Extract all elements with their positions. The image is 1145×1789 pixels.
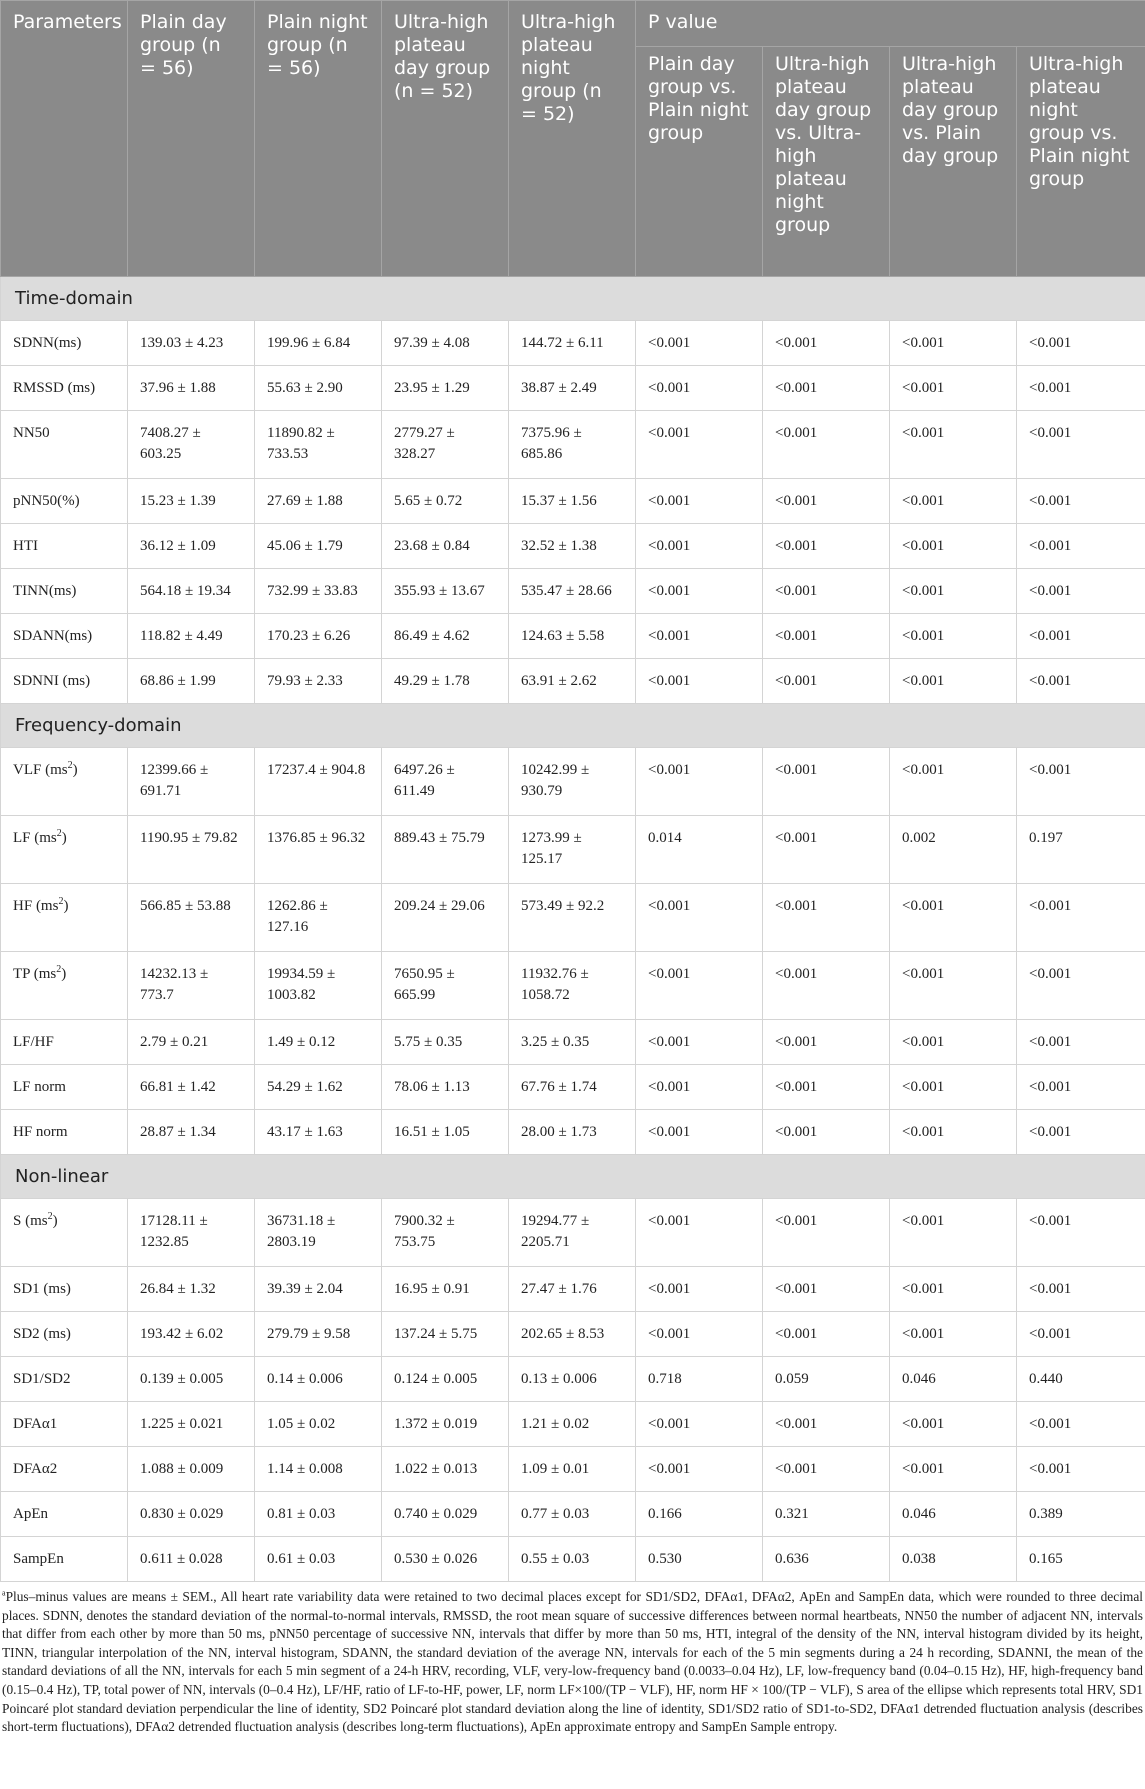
- p-value-cell: 0.038: [890, 1537, 1017, 1582]
- value-cell: 144.72 ± 6.11: [509, 321, 636, 366]
- p-value-cell: 0.046: [890, 1357, 1017, 1402]
- parameter-unit-exponent: 2: [58, 896, 64, 907]
- parameter-name: NN50: [13, 425, 50, 441]
- parameter-name: SDANN(ms): [13, 628, 93, 644]
- parameter-name: ApEn: [13, 1506, 48, 1522]
- value-cell: 1376.85 ± 96.32: [255, 816, 382, 884]
- value-cell: 1.21 ± 0.02: [509, 1402, 636, 1447]
- parameter-cell: [1, 659, 128, 704]
- value-cell: 170.23 ± 6.26: [255, 614, 382, 659]
- p-value-cell: 0.389: [1017, 1492, 1145, 1537]
- p-value-cell: <0.001: [763, 1020, 890, 1065]
- parameter-cell: [1, 1267, 128, 1312]
- p-value-cell: <0.001: [890, 748, 1017, 816]
- table-row: [1, 569, 1145, 614]
- value-cell: 45.06 ± 1.79: [255, 524, 382, 569]
- p-value-cell: <0.001: [636, 1110, 763, 1155]
- p-value-cell: <0.001: [636, 524, 763, 569]
- parameter-unit: (ms: [32, 898, 59, 914]
- parameter-unit-exponent: 2: [56, 828, 62, 839]
- parameter-cell: [1, 1020, 128, 1065]
- parameter-unit: (ms: [29, 966, 57, 982]
- value-cell: 32.52 ± 1.38: [509, 524, 636, 569]
- value-cell: 16.51 ± 1.05: [382, 1110, 509, 1155]
- table-row: [1, 479, 1145, 524]
- table-header: [1, 1, 1145, 277]
- value-cell: 889.43 ± 75.79: [382, 816, 509, 884]
- p-value-cell: <0.001: [890, 1020, 1017, 1065]
- p-value-cell: <0.001: [1017, 1199, 1145, 1267]
- p-value-cell: <0.001: [636, 479, 763, 524]
- parameter-cell: [1, 1537, 128, 1582]
- p-value-cell: <0.001: [636, 1020, 763, 1065]
- p-value-cell: <0.001: [1017, 884, 1145, 952]
- value-cell: 5.75 ± 0.35: [382, 1020, 509, 1065]
- p-value-cell: <0.001: [1017, 366, 1145, 411]
- parameter-name: TP: [13, 966, 30, 982]
- value-cell: 564.18 ± 19.34: [128, 569, 255, 614]
- p-value-cell: 0.014: [636, 816, 763, 884]
- p-value-cell: <0.001: [763, 569, 890, 614]
- parameter-unit-close: ): [63, 898, 69, 914]
- table-row: [1, 1065, 1145, 1110]
- header-plain-night: Plain night group (n = 56): [255, 1, 382, 277]
- value-cell: 38.87 ± 2.49: [509, 366, 636, 411]
- value-cell: 0.139 ± 0.005: [128, 1357, 255, 1402]
- value-cell: 7900.32 ± 753.75: [382, 1199, 509, 1267]
- table-row: [1, 614, 1145, 659]
- p-value-cell: <0.001: [636, 748, 763, 816]
- header-plain-day: Plain day group (n = 56): [128, 1, 255, 277]
- parameter-unit-close: ): [61, 830, 67, 846]
- value-cell: 2.79 ± 0.21: [128, 1020, 255, 1065]
- header-uhp-night: Ultra-high plateau night group (n = 52): [509, 1, 636, 277]
- value-cell: 566.85 ± 53.88: [128, 884, 255, 952]
- header-p-uhp-night-vs-plain-night: Ultra-high plateau night group vs. Plain night group: [1017, 47, 1145, 277]
- value-cell: 14232.13 ± 773.7: [128, 952, 255, 1020]
- p-value-cell: 0.197: [1017, 816, 1145, 884]
- parameter-name: SD1/SD2: [13, 1371, 71, 1387]
- parameter-unit-close: ): [61, 966, 67, 982]
- p-value-cell: 0.059: [763, 1357, 890, 1402]
- p-value-cell: <0.001: [636, 659, 763, 704]
- p-value-cell: <0.001: [1017, 411, 1145, 479]
- p-value-cell: <0.001: [763, 1110, 890, 1155]
- p-value-cell: <0.001: [890, 1065, 1017, 1110]
- p-value-cell: 0.002: [890, 816, 1017, 884]
- p-value-cell: <0.001: [636, 569, 763, 614]
- section-row: [1, 277, 1145, 321]
- table-row: [1, 659, 1145, 704]
- parameter-cell: [1, 1312, 128, 1357]
- p-value-cell: <0.001: [636, 1065, 763, 1110]
- parameter-name: S: [13, 1213, 22, 1229]
- value-cell: 0.530 ± 0.026: [382, 1537, 509, 1582]
- value-cell: 26.84 ± 1.32: [128, 1267, 255, 1312]
- value-cell: 12399.66 ± 691.71: [128, 748, 255, 816]
- table-row: [1, 411, 1145, 479]
- table-row: [1, 1020, 1145, 1065]
- parameter-name: HF norm: [13, 1124, 68, 1140]
- p-value-cell: 0.321: [763, 1492, 890, 1537]
- parameter-name: LF/HF: [13, 1034, 54, 1050]
- value-cell: 16.95 ± 0.91: [382, 1267, 509, 1312]
- value-cell: 67.76 ± 1.74: [509, 1065, 636, 1110]
- p-value-cell: <0.001: [636, 614, 763, 659]
- p-value-cell: <0.001: [1017, 748, 1145, 816]
- parameter-unit-exponent: 2: [56, 964, 62, 975]
- value-cell: 1273.99 ± 125.17: [509, 816, 636, 884]
- p-value-cell: <0.001: [1017, 1110, 1145, 1155]
- p-value-cell: 0.440: [1017, 1357, 1145, 1402]
- p-value-cell: 0.166: [636, 1492, 763, 1537]
- value-cell: 23.68 ± 0.84: [382, 524, 509, 569]
- p-value-cell: <0.001: [636, 366, 763, 411]
- section-row: [1, 704, 1145, 748]
- table-row: [1, 1537, 1145, 1582]
- p-value-cell: <0.001: [763, 411, 890, 479]
- p-value-cell: <0.001: [636, 1312, 763, 1357]
- value-cell: 1.372 ± 0.019: [382, 1402, 509, 1447]
- table-row: [1, 1492, 1145, 1537]
- value-cell: 2779.27 ± 328.27: [382, 411, 509, 479]
- parameter-cell: [1, 366, 128, 411]
- value-cell: 1.022 ± 0.013: [382, 1447, 509, 1492]
- parameter-unit-exponent: 2: [67, 760, 73, 771]
- p-value-cell: <0.001: [636, 1267, 763, 1312]
- parameter-unit-close: ): [52, 1213, 58, 1229]
- value-cell: 6497.26 ± 611.49: [382, 748, 509, 816]
- p-value-cell: 0.530: [636, 1537, 763, 1582]
- value-cell: 5.65 ± 0.72: [382, 479, 509, 524]
- value-cell: 202.65 ± 8.53: [509, 1312, 636, 1357]
- p-value-cell: <0.001: [763, 614, 890, 659]
- value-cell: 1.14 ± 0.008: [255, 1447, 382, 1492]
- parameter-name: SampEn: [13, 1551, 64, 1567]
- p-value-cell: <0.001: [763, 748, 890, 816]
- p-value-cell: <0.001: [763, 816, 890, 884]
- parameter-name: LF norm: [13, 1079, 66, 1095]
- value-cell: 36731.18 ± 2803.19: [255, 1199, 382, 1267]
- value-cell: 0.611 ± 0.028: [128, 1537, 255, 1582]
- value-cell: 0.830 ± 0.029: [128, 1492, 255, 1537]
- value-cell: 355.93 ± 13.67: [382, 569, 509, 614]
- value-cell: 27.69 ± 1.88: [255, 479, 382, 524]
- value-cell: 66.81 ± 1.42: [128, 1065, 255, 1110]
- table-row: [1, 1110, 1145, 1155]
- table-row: [1, 1447, 1145, 1492]
- parameter-name: LF: [13, 830, 31, 846]
- p-value-cell: <0.001: [763, 884, 890, 952]
- parameter-name: DFAα2: [13, 1461, 58, 1477]
- header-p-uhp-day-vs-plain-day: Ultra-high plateau day group vs. Plain day group: [890, 47, 1017, 277]
- value-cell: 535.47 ± 28.66: [509, 569, 636, 614]
- parameter-name: HTI: [13, 538, 38, 554]
- parameter-cell: [1, 524, 128, 569]
- section-title: Non-linear: [1, 1155, 1145, 1199]
- section-row: [1, 1155, 1145, 1199]
- parameter-name: VLF: [13, 762, 42, 778]
- parameter-name: SDNN(ms): [13, 335, 82, 351]
- parameter-name: SDNNI (ms): [13, 673, 91, 689]
- parameter-unit: (ms: [30, 830, 57, 846]
- p-value-cell: 0.636: [763, 1537, 890, 1582]
- table-row: [1, 816, 1145, 884]
- value-cell: 78.06 ± 1.13: [382, 1065, 509, 1110]
- parameter-name: RMSSD (ms): [13, 380, 96, 396]
- parameter-cell: [1, 321, 128, 366]
- p-value-cell: <0.001: [763, 366, 890, 411]
- value-cell: 10242.99 ± 930.79: [509, 748, 636, 816]
- parameter-name: HF: [13, 898, 33, 914]
- value-cell: 139.03 ± 4.23: [128, 321, 255, 366]
- table-row: [1, 952, 1145, 1020]
- value-cell: 0.13 ± 0.006: [509, 1357, 636, 1402]
- parameter-cell: [1, 569, 128, 614]
- value-cell: 19294.77 ± 2205.71: [509, 1199, 636, 1267]
- parameter-cell: [1, 952, 128, 1020]
- parameter-cell: [1, 411, 128, 479]
- header-p-value: P value: [636, 1, 1145, 47]
- value-cell: 124.63 ± 5.58: [509, 614, 636, 659]
- table-row: [1, 1312, 1145, 1357]
- p-value-cell: <0.001: [1017, 1020, 1145, 1065]
- table-body: [1, 277, 1145, 1582]
- parameter-cell: [1, 816, 128, 884]
- p-value-cell: <0.001: [763, 1065, 890, 1110]
- value-cell: 193.42 ± 6.02: [128, 1312, 255, 1357]
- p-value-cell: <0.001: [1017, 614, 1145, 659]
- p-value-cell: <0.001: [1017, 524, 1145, 569]
- value-cell: 1.49 ± 0.12: [255, 1020, 382, 1065]
- value-cell: 63.91 ± 2.62: [509, 659, 636, 704]
- table-row: [1, 524, 1145, 569]
- parameter-name: pNN50(%): [13, 493, 80, 509]
- value-cell: 39.39 ± 2.04: [255, 1267, 382, 1312]
- value-cell: 1190.95 ± 79.82: [128, 816, 255, 884]
- value-cell: 0.77 ± 0.03: [509, 1492, 636, 1537]
- value-cell: 28.00 ± 1.73: [509, 1110, 636, 1155]
- table-row: [1, 366, 1145, 411]
- p-value-cell: <0.001: [1017, 1447, 1145, 1492]
- p-value-cell: <0.001: [1017, 321, 1145, 366]
- p-value-cell: <0.001: [763, 1267, 890, 1312]
- value-cell: 43.17 ± 1.63: [255, 1110, 382, 1155]
- value-cell: 118.82 ± 4.49: [128, 614, 255, 659]
- p-value-cell: <0.001: [890, 884, 1017, 952]
- p-value-cell: <0.001: [636, 1199, 763, 1267]
- header-p-uhp-day-vs-night: Ultra-high plateau day group vs. Ultra-high plateau night group: [763, 47, 890, 277]
- value-cell: 1.225 ± 0.021: [128, 1402, 255, 1447]
- value-cell: 11932.76 ± 1058.72: [509, 952, 636, 1020]
- p-value-cell: <0.001: [890, 411, 1017, 479]
- value-cell: 279.79 ± 9.58: [255, 1312, 382, 1357]
- table-row: [1, 1267, 1145, 1312]
- p-value-cell: <0.001: [763, 321, 890, 366]
- parameter-name: SD1 (ms): [13, 1281, 71, 1297]
- p-value-cell: <0.001: [890, 1312, 1017, 1357]
- value-cell: 1.05 ± 0.02: [255, 1402, 382, 1447]
- footnote-marker: a: [2, 1588, 6, 1598]
- header-uhp-day: Ultra-high plateau day group (n = 52): [382, 1, 509, 277]
- p-value-cell: <0.001: [890, 366, 1017, 411]
- p-value-cell: <0.001: [890, 1110, 1017, 1155]
- parameter-cell: [1, 614, 128, 659]
- p-value-cell: <0.001: [636, 1402, 763, 1447]
- header-row: [1, 1, 1145, 47]
- value-cell: 17128.11 ± 1232.85: [128, 1199, 255, 1267]
- value-cell: 23.95 ± 1.29: [382, 366, 509, 411]
- value-cell: 28.87 ± 1.34: [128, 1110, 255, 1155]
- p-value-cell: <0.001: [763, 1447, 890, 1492]
- value-cell: 0.14 ± 0.006: [255, 1357, 382, 1402]
- parameter-cell: [1, 884, 128, 952]
- table-row: [1, 321, 1145, 366]
- value-cell: 68.86 ± 1.99: [128, 659, 255, 704]
- parameter-cell: [1, 1110, 128, 1155]
- value-cell: 3.25 ± 0.35: [509, 1020, 636, 1065]
- parameter-cell: [1, 748, 128, 816]
- p-value-cell: <0.001: [890, 524, 1017, 569]
- value-cell: 0.55 ± 0.03: [509, 1537, 636, 1582]
- p-value-cell: 0.046: [890, 1492, 1017, 1537]
- p-value-cell: <0.001: [890, 569, 1017, 614]
- p-value-cell: <0.001: [763, 659, 890, 704]
- p-value-cell: <0.001: [763, 1312, 890, 1357]
- p-value-cell: <0.001: [890, 1447, 1017, 1492]
- value-cell: 27.47 ± 1.76: [509, 1267, 636, 1312]
- p-value-cell: <0.001: [636, 411, 763, 479]
- parameter-cell: [1, 1357, 128, 1402]
- p-value-cell: <0.001: [890, 659, 1017, 704]
- p-value-cell: <0.001: [1017, 569, 1145, 614]
- p-value-cell: 0.718: [636, 1357, 763, 1402]
- p-value-cell: <0.001: [636, 952, 763, 1020]
- p-value-cell: <0.001: [1017, 659, 1145, 704]
- p-value-cell: <0.001: [1017, 952, 1145, 1020]
- p-value-cell: <0.001: [636, 321, 763, 366]
- value-cell: 37.96 ± 1.88: [128, 366, 255, 411]
- section-title: Frequency-domain: [1, 704, 1145, 748]
- value-cell: 79.93 ± 2.33: [255, 659, 382, 704]
- value-cell: 199.96 ± 6.84: [255, 321, 382, 366]
- value-cell: 0.61 ± 0.03: [255, 1537, 382, 1582]
- p-value-cell: <0.001: [1017, 479, 1145, 524]
- value-cell: 54.29 ± 1.62: [255, 1065, 382, 1110]
- value-cell: 209.24 ± 29.06: [382, 884, 509, 952]
- value-cell: 573.49 ± 92.2: [509, 884, 636, 952]
- value-cell: 11890.82 ± 733.53: [255, 411, 382, 479]
- p-value-cell: <0.001: [1017, 1267, 1145, 1312]
- table-row: [1, 1357, 1145, 1402]
- parameter-unit-close: ): [72, 762, 78, 778]
- p-value-cell: <0.001: [890, 479, 1017, 524]
- value-cell: 1.088 ± 0.009: [128, 1447, 255, 1492]
- value-cell: 97.39 ± 4.08: [382, 321, 509, 366]
- parameter-name: DFAα1: [13, 1416, 58, 1432]
- parameter-cell: [1, 1065, 128, 1110]
- parameter-cell: [1, 1447, 128, 1492]
- header-p-plain-day-vs-night: Plain day group vs. Plain night group: [636, 47, 763, 277]
- parameter-cell: [1, 1492, 128, 1537]
- p-value-cell: <0.001: [890, 1199, 1017, 1267]
- p-value-cell: <0.001: [890, 614, 1017, 659]
- p-value-cell: <0.001: [763, 524, 890, 569]
- value-cell: 15.23 ± 1.39: [128, 479, 255, 524]
- value-cell: 732.99 ± 33.83: [255, 569, 382, 614]
- value-cell: 7408.27 ± 603.25: [128, 411, 255, 479]
- p-value-cell: <0.001: [763, 1199, 890, 1267]
- p-value-cell: <0.001: [890, 1267, 1017, 1312]
- parameter-name: TINN(ms): [13, 583, 77, 599]
- p-value-cell: 0.165: [1017, 1537, 1145, 1582]
- p-value-cell: <0.001: [890, 952, 1017, 1020]
- parameter-unit: (ms: [21, 1213, 48, 1229]
- p-value-cell: <0.001: [763, 1402, 890, 1447]
- parameter-unit-exponent: 2: [47, 1211, 53, 1222]
- p-value-cell: <0.001: [636, 884, 763, 952]
- parameter-name: SD2 (ms): [13, 1326, 71, 1342]
- p-value-cell: <0.001: [1017, 1065, 1145, 1110]
- table-row: [1, 1199, 1145, 1267]
- p-value-cell: <0.001: [890, 1402, 1017, 1447]
- value-cell: 49.29 ± 1.78: [382, 659, 509, 704]
- table-row: [1, 1402, 1145, 1447]
- value-cell: 19934.59 ± 1003.82: [255, 952, 382, 1020]
- parameter-cell: [1, 1199, 128, 1267]
- value-cell: 15.37 ± 1.56: [509, 479, 636, 524]
- value-cell: 36.12 ± 1.09: [128, 524, 255, 569]
- value-cell: 7650.95 ± 665.99: [382, 952, 509, 1020]
- p-value-cell: <0.001: [1017, 1402, 1145, 1447]
- p-value-cell: <0.001: [763, 952, 890, 1020]
- value-cell: 86.49 ± 4.62: [382, 614, 509, 659]
- footnote-text: Plus–minus values are means ± SEM., All heart rate variability data were retained to two decimal places except for SD1/SD2, DFAα1, DFAα2, ApEn and SampEn data, which were rounded to three decimal places. SDNN, denotes the standard deviation of the normal-to-normal intervals, RMSSD, the root mean square of successive differences between normal heartbeats, NN50 the number of adjacent NN, intervals that differ from each other by more than 50 ms, pNN50 percentage of successive NN, intervals that differ by more than 50 ms, HTI, integral of the density of the NN, interval histogram divided by its height, TINN, triangular interpolation of the NN, interval histogram, SDANN, the standard deviation of the average NN, intervals for each of the 5 min segments during a 24 h recording, SDANNI, the mean of the standard deviations of all the NN, intervals for each 5 min segment of a 24-h HRV, recording, VLF, very-low-frequency band (0.0033–0.04 Hz), LF, low-frequency band (0.04–0.15 Hz), HF, high-frequency band (0.15–0.4 Hz), TP, total power of NN, intervals (0–0.4 Hz), LF/HF, ratio of LF-to-HF, power, LF, norm LF×100/(TP − VLF), HF, norm HF × 100/(TP − VLF), S area of the ellipse which represents total HRV, SD1 Poincaré plot standard deviation perpendicular the line of identity, SD2 Poincaré plot standard deviation along the line of identity, SD1/SD2 ratio of SD1-to-SD2, DFAα1 detrended fluctuation analysis (describes short-term fluctuations), DFAα2 detrended fluctuation analysis (describes long-term fluctuations), ApEn approximate entropy and SampEn Sample entropy.: [2, 1589, 1143, 1735]
- value-cell: 0.740 ± 0.029: [382, 1492, 509, 1537]
- value-cell: 17237.4 ± 904.8: [255, 748, 382, 816]
- table-footnote: [0, 1582, 1145, 1737]
- parameter-cell: [1, 479, 128, 524]
- table-row: [1, 884, 1145, 952]
- value-cell: 7375.96 ± 685.86: [509, 411, 636, 479]
- value-cell: 1.09 ± 0.01: [509, 1447, 636, 1492]
- value-cell: 0.124 ± 0.005: [382, 1357, 509, 1402]
- section-title: Time-domain: [1, 277, 1145, 321]
- header-parameters: Parameters: [1, 1, 128, 277]
- p-value-cell: <0.001: [1017, 1312, 1145, 1357]
- value-cell: 0.81 ± 0.03: [255, 1492, 382, 1537]
- value-cell: 137.24 ± 5.75: [382, 1312, 509, 1357]
- p-value-cell: <0.001: [763, 479, 890, 524]
- value-cell: 55.63 ± 2.90: [255, 366, 382, 411]
- parameter-cell: [1, 1402, 128, 1447]
- parameter-unit: (ms: [41, 762, 68, 778]
- p-value-cell: <0.001: [636, 1447, 763, 1492]
- table-row: [1, 748, 1145, 816]
- p-value-cell: <0.001: [890, 321, 1017, 366]
- value-cell: 1262.86 ± 127.16: [255, 884, 382, 952]
